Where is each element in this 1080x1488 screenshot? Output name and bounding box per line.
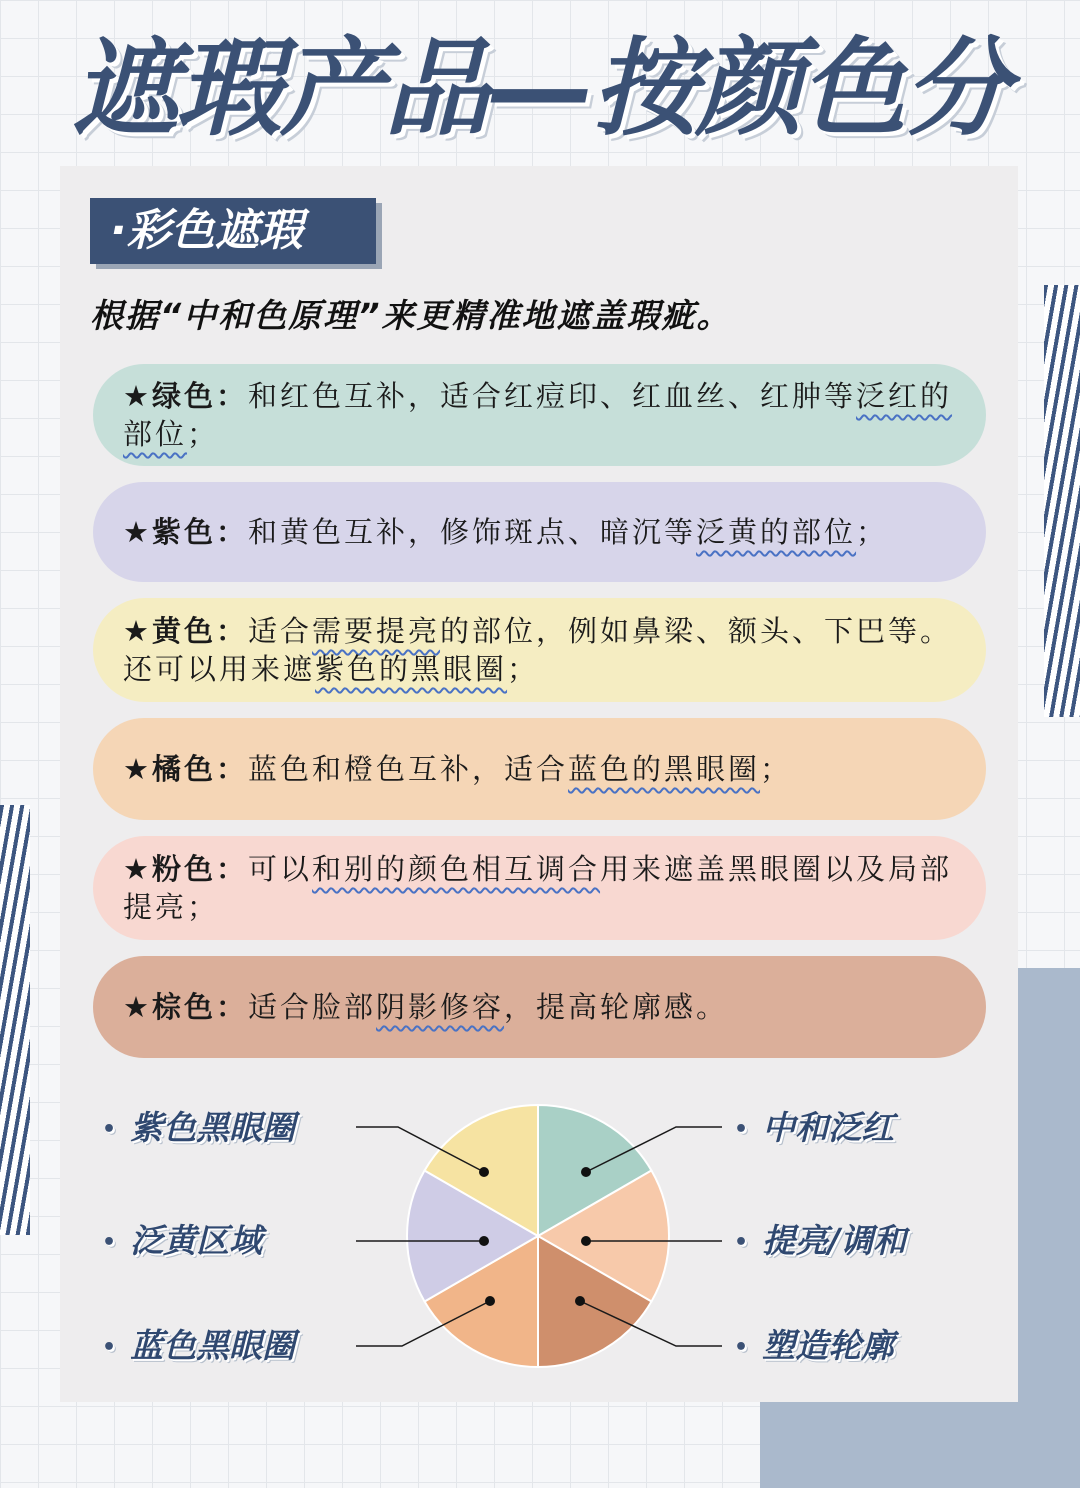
- item-name: ★绿色：: [123, 379, 248, 413]
- label-neutralize-redness: • 中和泛红: [734, 1108, 895, 1147]
- label-contour: • 塑造轮廓: [734, 1326, 895, 1365]
- connector-dot: [581, 1236, 591, 1246]
- connector-dot: [485, 1296, 495, 1306]
- item-name: ★紫色：: [123, 515, 248, 549]
- item-desc: 蓝色和橙色互补，适合: [248, 752, 569, 786]
- item-desc-end: 用来遮盖黑眼圈以及局部提亮；: [123, 852, 953, 924]
- label-purple-dark-circles: • 紫色黑眼圈: [102, 1108, 296, 1147]
- item-highlight: 泛红的部位: [123, 379, 953, 451]
- item-desc: 和黄色互补，修饰斑点、暗沉等: [248, 515, 697, 549]
- item-desc: 适合: [248, 614, 313, 648]
- item-name: ★粉色：: [123, 852, 248, 886]
- connector-dot: [479, 1167, 489, 1177]
- item-desc-end: ；: [187, 417, 220, 451]
- item-highlight: 需要提亮: [312, 614, 441, 648]
- label-yellowish-area: • 泛黄区域: [102, 1221, 263, 1260]
- item-desc-end: ；: [507, 652, 540, 686]
- item-desc: 适合脸部: [248, 990, 377, 1024]
- item-highlight: 蓝色的黑眼圈: [568, 752, 761, 786]
- item-highlight: 和别的颜色相互调合: [312, 852, 601, 886]
- item-desc-mid: 的部位，例如鼻梁、额头、下巴等。还可以用来遮: [123, 614, 953, 686]
- label-blue-dark-circles: • 蓝色黑眼圈: [102, 1326, 296, 1365]
- item-desc-end: ；: [856, 515, 889, 549]
- item-highlight-2: 紫色的黑眼圈: [315, 652, 508, 686]
- page-title: 遮瑕产品—按颜色分: [72, 27, 1008, 150]
- lead-sentence: 根据“中和色原理”来更精准地遮盖瑕疵。: [90, 296, 732, 335]
- section-tag: ·彩色遮瑕: [90, 198, 376, 264]
- item-name: ★橘色：: [123, 752, 248, 786]
- item-desc: 可以: [248, 852, 313, 886]
- label-brighten-blend: • 提亮/调和: [734, 1221, 907, 1260]
- item-highlight: 泛黄的部位: [696, 515, 857, 549]
- item-name: ★棕色：: [123, 990, 248, 1024]
- connector-dot: [581, 1167, 591, 1177]
- connector-dot: [479, 1236, 489, 1246]
- item-desc-end: ；: [760, 752, 793, 786]
- item-highlight: 阴影修容: [376, 990, 505, 1024]
- connector-dot: [575, 1296, 585, 1306]
- item-desc-end: ，提高轮廓感。: [504, 990, 729, 1024]
- item-desc: 和红色互补，适合红痘印、红血丝、红肿等: [248, 379, 857, 413]
- item-name: ★黄色：: [123, 614, 248, 648]
